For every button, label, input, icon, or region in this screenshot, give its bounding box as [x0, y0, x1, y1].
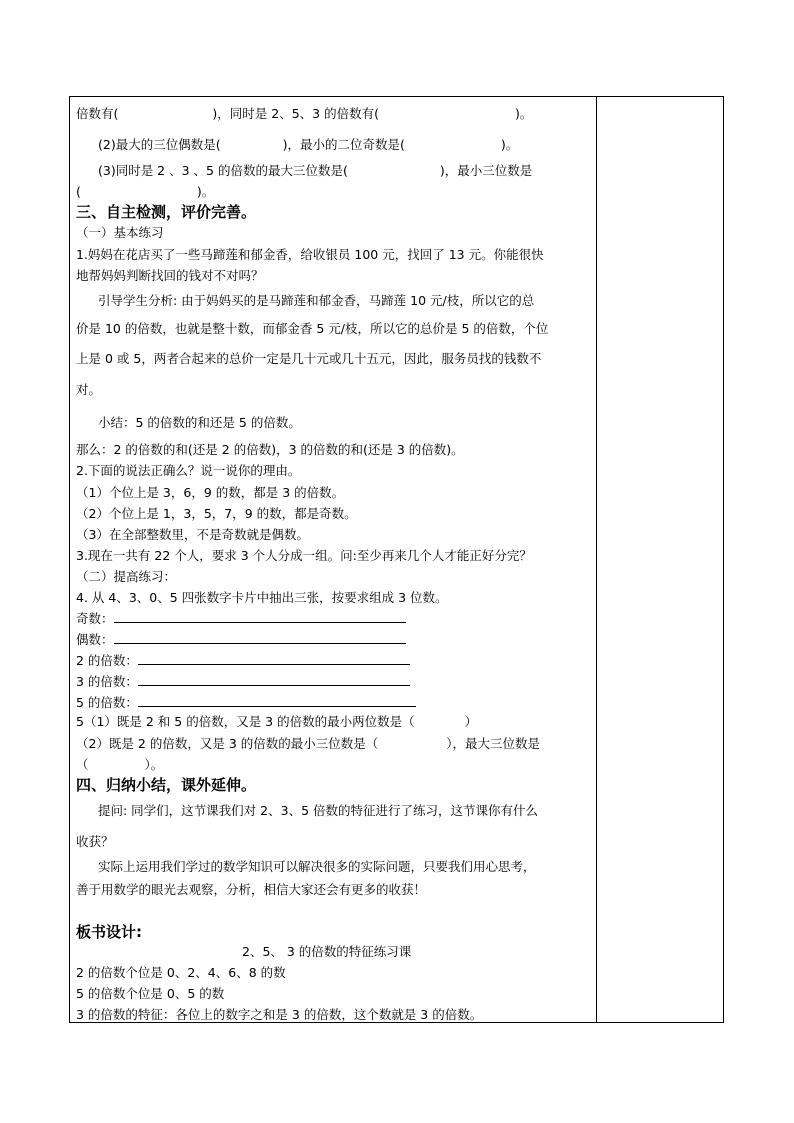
text: （2）既是 2 的倍数，又是 3 的倍数的最小三位数是（	[76, 736, 379, 751]
question-2-a: （1）个位上是 3，6，9 的数，都是 3 的倍数。	[76, 485, 345, 500]
line-common-multiple	[98, 163, 532, 179]
guide-line-2: 价是 10 的倍数，也就是整十数，而郁金香 5 元/枝，所以它的总价是 5 的倍数，个位	[76, 321, 549, 336]
text: )，最小三位数是	[439, 163, 533, 178]
then-line: 那么：2 的倍数的和(还是 2 的倍数)，3 的倍数的和(还是 3 的倍数)。	[76, 442, 464, 457]
fill-even	[76, 632, 406, 648]
section-heading-4: 四、归纳小结，课外延伸。	[76, 776, 257, 794]
text: 偶数：	[76, 632, 114, 647]
question-2: 2.下面的说法正确么？说一说你的理由。	[76, 463, 301, 478]
final-line-1: 实际上运用我们学过的数学知识可以解决很多的实际问题，只要我们用心思考，	[98, 859, 536, 874]
text: 倍数有(	[76, 106, 119, 121]
text: 3 的倍数：	[76, 674, 138, 689]
text: 5 的倍数：	[76, 695, 138, 710]
text: (2)最大的三位偶数是(	[98, 137, 221, 152]
board-line-3: 3 的倍数的特征：各位上的数字之和是 3 的倍数，这个数就是 3 的倍数。	[76, 1007, 483, 1022]
answer-line[interactable]	[138, 674, 410, 686]
text: ）	[464, 714, 478, 729]
guide-line-4: 对。	[76, 382, 102, 397]
question-3: 3.现在一共有 22 个人，要求 3 个人分成一组。问:至少再来几个人才能正好分完？	[76, 548, 532, 563]
subheading-basic: （一）基本练习	[76, 225, 164, 240]
subheading-improve: （二）提高练习：	[76, 569, 177, 584]
column-divider	[596, 97, 597, 1022]
board-design-heading: 板书设计:	[76, 923, 142, 941]
board-line-1: 2 的倍数个位是 0、2、4、6、8 的数	[76, 965, 286, 980]
question-1: 1.妈妈在花店买了一些马蹄莲和郁金香，给收银员 100 元，找回了 13 元。你能很快	[76, 247, 544, 262]
text: ）。	[144, 757, 164, 772]
section-heading-3: 三、自主检测，评价完善。	[76, 203, 257, 221]
text: )，最小的二位奇数是(	[282, 137, 405, 152]
question-5-1	[76, 714, 477, 730]
text: (3)同时是 2 、3 、5 的倍数的最大三位数是(	[98, 163, 348, 178]
question-5-2	[76, 736, 540, 752]
text: （	[76, 757, 89, 772]
summary-line: 小结：5 的倍数的和还是 5 的倍数。	[98, 415, 301, 430]
text: ），最大三位数是	[446, 736, 541, 751]
fill-multiple-3	[76, 674, 410, 690]
text: )，同时是 2、5、3 的倍数有(	[212, 106, 379, 121]
text: 5（1）既是 2 和 5 的倍数，又是 3 的倍数的最小两位数是（	[76, 714, 415, 729]
line-common-multiple-cont	[76, 184, 214, 200]
final-line-2: 善于用数学的眼光去观察，分析，相信大家还会有更多的收获！	[76, 882, 427, 897]
question-1-cont: 地帮妈妈判断找回的钱对不对吗？	[76, 268, 264, 283]
text: )。	[514, 106, 533, 121]
fill-multiple-5	[76, 695, 416, 711]
fill-odd	[76, 611, 406, 627]
text: )。	[500, 137, 519, 152]
answer-line[interactable]	[114, 632, 406, 644]
answer-line[interactable]	[138, 653, 410, 665]
board-line-2: 5 的倍数个位是 0、5 的数	[76, 986, 225, 1001]
board-title: 2、5、 3 的倍数的特征练习课	[242, 944, 412, 959]
ask-line-2: 收获？	[76, 834, 114, 849]
text: 奇数：	[76, 611, 114, 626]
line-multiples-answer	[76, 106, 532, 122]
question-4: 4. 从 4、3、0、5 四张数字卡片中抽出三张，按要求组成 3 位数。	[76, 590, 448, 605]
question-5-2-cont	[76, 757, 163, 773]
text: (	[76, 184, 81, 199]
guide-line-3: 上是 0 或 5，两者合起来的总价一定是几十元或几十五元，因此，服务员找的钱数不	[76, 351, 542, 366]
text: )。	[196, 184, 215, 199]
text: 2 的倍数：	[76, 653, 138, 668]
line-max-even	[98, 137, 518, 153]
lesson-content	[76, 97, 592, 1022]
question-2-c: （3）在全部整数里，不是奇数就是偶数。	[76, 527, 309, 542]
question-2-b: （2）个位上是 1，3，5，7，9 的数，都是奇数。	[76, 506, 357, 521]
fill-multiple-2	[76, 653, 410, 669]
lesson-table	[69, 96, 724, 1023]
guide-line-1: 引导学生分析: 由于妈妈买的是马蹄莲和郁金香，马蹄莲 10 元/枝，所以它的总	[98, 293, 535, 308]
ask-line-1: 提问: 同学们，这节课我们对 2、3、5 倍数的特征进行了练习，这节课你有什么	[98, 803, 538, 818]
answer-line[interactable]	[138, 695, 416, 707]
answer-line[interactable]	[114, 611, 406, 623]
